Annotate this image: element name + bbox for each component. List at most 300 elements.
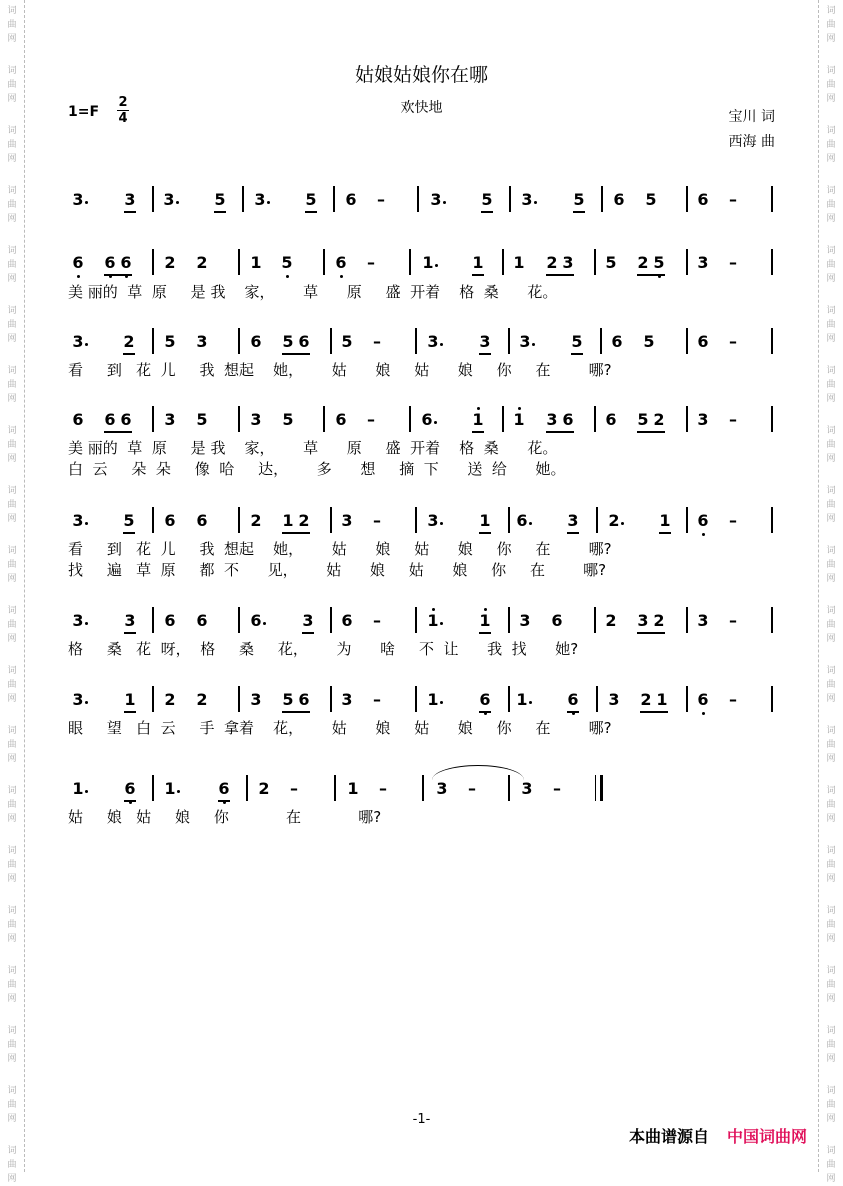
note: 2 xyxy=(123,332,135,351)
barline xyxy=(502,406,504,432)
watermark-text: 词 曲 网 xyxy=(826,366,836,404)
octave-dot-below xyxy=(658,275,661,278)
dash: – xyxy=(367,253,375,272)
watermark-text: 词 曲 网 xyxy=(826,1086,836,1124)
note: 1 xyxy=(659,511,671,530)
barline xyxy=(242,186,244,212)
barline xyxy=(152,249,154,275)
lyricist-credit: 宝川 词 xyxy=(728,109,775,125)
note: 6 xyxy=(697,511,709,530)
note: 3 xyxy=(72,190,84,209)
note: 5 xyxy=(341,332,353,351)
barline xyxy=(238,507,240,533)
note: 6 xyxy=(120,253,132,272)
beam-underline xyxy=(123,353,135,355)
barline xyxy=(509,186,511,212)
dash: – xyxy=(553,779,561,798)
watermark-text: 词 曲 网 xyxy=(7,726,17,764)
barline xyxy=(686,406,688,432)
octave-dot-below xyxy=(702,533,705,536)
note: 5 xyxy=(571,332,583,351)
dash: – xyxy=(373,611,381,630)
time-signature xyxy=(117,95,129,126)
barline xyxy=(686,607,688,633)
beam-underline xyxy=(481,211,493,213)
barline xyxy=(238,607,240,633)
beam-underline xyxy=(472,274,484,276)
note: 3 xyxy=(254,190,266,209)
note: 6 xyxy=(345,190,357,209)
note: 3 xyxy=(519,332,531,351)
barline xyxy=(152,406,154,432)
octave-dot-above xyxy=(518,407,521,410)
note: 2 xyxy=(653,611,665,630)
barline xyxy=(152,186,154,212)
barline xyxy=(333,186,335,212)
barline xyxy=(594,249,596,275)
note: 3 xyxy=(341,690,353,709)
barline xyxy=(508,607,510,633)
note: 5 xyxy=(164,332,176,351)
note: 6 xyxy=(479,690,491,709)
note: 1 xyxy=(427,690,439,709)
note: 1 xyxy=(513,410,525,429)
note: 3 xyxy=(697,410,709,429)
barline xyxy=(415,607,417,633)
lyric-line: 找 遍 草 原 都 不 见， 姑 娘 姑 娘 你 在 哪? xyxy=(68,561,607,579)
note: 6 xyxy=(613,190,625,209)
note: 6 xyxy=(551,611,563,630)
dash: – xyxy=(377,190,385,209)
lyric-line: 姑 娘 姑 娘 你 在 哪? xyxy=(68,808,382,826)
dash: – xyxy=(373,690,381,709)
dash: – xyxy=(373,511,381,530)
note: 1 xyxy=(422,253,434,272)
note: 3 xyxy=(637,611,649,630)
note: 2 xyxy=(298,511,310,530)
note: 3 xyxy=(72,511,84,530)
note: 1 xyxy=(72,779,84,798)
barline xyxy=(409,406,411,432)
note: 5 xyxy=(123,511,135,530)
augmentation-dot xyxy=(85,343,88,346)
note: 3 xyxy=(427,511,439,530)
watermark-text: 词 曲 网 xyxy=(826,1026,836,1064)
watermark-text: 词 曲 网 xyxy=(826,6,836,44)
note: 3 xyxy=(124,190,136,209)
note: 6 xyxy=(697,332,709,351)
note: 3 xyxy=(196,332,208,351)
watermark-text: 词 曲 网 xyxy=(826,906,836,944)
dash: – xyxy=(729,690,737,709)
note: 6 xyxy=(298,690,310,709)
note: 6 xyxy=(104,253,116,272)
watermark-text: 词 曲 网 xyxy=(7,1146,17,1184)
barline xyxy=(771,507,773,533)
beam-underline xyxy=(218,800,230,802)
augmentation-dot xyxy=(85,790,88,793)
note: 6 xyxy=(196,511,208,530)
beam-underline xyxy=(567,532,579,534)
source-brand: 中国词曲网 xyxy=(726,1127,807,1146)
note: 2 xyxy=(637,253,649,272)
watermark-text: 词 曲 网 xyxy=(826,546,836,584)
augmentation-dot xyxy=(532,343,535,346)
note: 6 xyxy=(164,511,176,530)
octave-dot-below xyxy=(286,275,289,278)
watermark-text: 词 曲 网 xyxy=(826,186,836,224)
beam-underline xyxy=(214,211,226,213)
note: 5 xyxy=(605,253,617,272)
barline xyxy=(417,186,419,212)
dash: – xyxy=(373,332,381,351)
octave-dot-below xyxy=(77,275,80,278)
note: 3 xyxy=(567,511,579,530)
watermark-text: 词 曲 网 xyxy=(826,1146,836,1184)
note: 1 xyxy=(164,779,176,798)
watermark-text: 词 曲 网 xyxy=(826,966,836,1004)
note: 1 xyxy=(282,511,294,530)
barline xyxy=(415,507,417,533)
lyric-line: 看 到 花 儿 我 想起 她， 姑 娘 姑 娘 你 在 哪? xyxy=(68,361,612,379)
barline xyxy=(596,507,598,533)
note: 6 xyxy=(72,253,84,272)
octave-dot-above xyxy=(477,407,480,410)
watermark-text: 词 曲 网 xyxy=(826,66,836,104)
beam-underline xyxy=(479,353,491,355)
lyric-line: 格 桑 花 呀， 格 桑 花， 为 啥 不 让 我 找 她? xyxy=(68,640,579,658)
note: 6 xyxy=(341,611,353,630)
note: 1 xyxy=(479,511,491,530)
beam-underline xyxy=(104,431,132,433)
augmentation-dot xyxy=(621,522,624,525)
song-title: 姑娘姑娘你在哪 xyxy=(354,64,488,86)
barline xyxy=(686,328,688,354)
dash: – xyxy=(729,253,737,272)
beam-underline xyxy=(479,632,491,634)
lyric-line: 美 丽的 草 原 是 我 家， 草 原 盛 开着 格 桑 花。 xyxy=(68,283,558,301)
note: 5 xyxy=(282,332,294,351)
barline xyxy=(330,507,332,533)
note: 3 xyxy=(608,690,620,709)
watermark-text: 词 曲 网 xyxy=(826,786,836,824)
dash: – xyxy=(379,779,387,798)
note: 2 xyxy=(546,253,558,272)
note: 1 xyxy=(516,690,528,709)
beam-underline xyxy=(302,632,314,634)
note: 5 xyxy=(481,190,493,209)
watermark-text: 词 曲 网 xyxy=(7,6,17,44)
note: 3 xyxy=(521,779,533,798)
barline xyxy=(601,186,603,212)
note: 5 xyxy=(573,190,585,209)
watermark-text: 词 曲 网 xyxy=(826,606,836,644)
barline xyxy=(686,686,688,712)
augmentation-dot xyxy=(85,522,88,525)
note: 3 xyxy=(427,332,439,351)
note: 6 xyxy=(335,253,347,272)
octave-dot-below xyxy=(702,712,705,715)
beam-underline xyxy=(282,711,310,713)
note: 3 xyxy=(562,253,574,272)
note: 5 xyxy=(196,410,208,429)
barline xyxy=(246,775,248,801)
left-margin-watermark xyxy=(0,0,25,1184)
barline xyxy=(686,507,688,533)
barline xyxy=(502,249,504,275)
final-barline xyxy=(595,775,603,801)
watermark-text: 词 曲 网 xyxy=(826,666,836,704)
barline xyxy=(508,507,510,533)
note: 6 xyxy=(104,410,116,429)
beam-underline xyxy=(659,532,671,534)
barline xyxy=(771,686,773,712)
dash: – xyxy=(729,511,737,530)
augmentation-dot xyxy=(263,622,266,625)
watermark-text: 词 曲 网 xyxy=(7,1086,17,1124)
note: 5 xyxy=(305,190,317,209)
note: 1 xyxy=(472,410,484,429)
watermark-text: 词 曲 网 xyxy=(7,426,17,464)
lyric-line: 白 云 朵 朵 像 哈 达， 多 想 摘 下 送 给 她。 xyxy=(68,460,566,478)
note: 3 xyxy=(519,611,531,630)
beam-underline xyxy=(479,711,491,713)
barline xyxy=(686,249,688,275)
watermark-text: 词 曲 网 xyxy=(7,606,17,644)
barline xyxy=(334,775,336,801)
watermark-text: 词 曲 网 xyxy=(826,726,836,764)
time-signature-bottom: 4 xyxy=(118,111,128,126)
watermark-text: 词 曲 网 xyxy=(7,846,17,884)
octave-dot-above xyxy=(432,608,435,611)
barline xyxy=(422,775,424,801)
beam-underline xyxy=(124,800,136,802)
beam-underline xyxy=(546,274,574,276)
source-prefix: 本曲谱源自 xyxy=(628,1127,709,1146)
note: 2 xyxy=(196,690,208,709)
beam-underline xyxy=(472,431,484,433)
dash: – xyxy=(729,190,737,209)
barline xyxy=(323,406,325,432)
augmentation-dot xyxy=(534,201,537,204)
barline xyxy=(152,507,154,533)
beam-underline xyxy=(637,431,665,433)
barline xyxy=(238,328,240,354)
beam-underline xyxy=(124,711,136,713)
augmentation-dot xyxy=(529,701,532,704)
note: 1 xyxy=(513,253,525,272)
barline xyxy=(594,406,596,432)
octave-dot-below xyxy=(340,275,343,278)
note: 3 xyxy=(546,410,558,429)
dash: – xyxy=(468,779,476,798)
note: 3 xyxy=(521,190,533,209)
augmentation-dot xyxy=(440,701,443,704)
composer-credit: 西海 曲 xyxy=(728,134,775,150)
note: 2 xyxy=(258,779,270,798)
barline xyxy=(415,328,417,354)
note: 2 xyxy=(250,511,262,530)
note: 3 xyxy=(341,511,353,530)
watermark-text: 词 曲 网 xyxy=(7,786,17,824)
note: 6 xyxy=(72,410,84,429)
dash: – xyxy=(290,779,298,798)
note: 5 xyxy=(214,190,226,209)
barline xyxy=(323,249,325,275)
barline xyxy=(771,406,773,432)
watermark-text: 词 曲 网 xyxy=(7,666,17,704)
augmentation-dot xyxy=(440,343,443,346)
watermark-text: 词 曲 网 xyxy=(7,366,17,404)
note: 6 xyxy=(567,690,579,709)
dash: – xyxy=(729,410,737,429)
barline xyxy=(330,686,332,712)
right-margin-watermark xyxy=(818,0,843,1184)
watermark-text: 词 曲 网 xyxy=(7,546,17,584)
barline xyxy=(594,607,596,633)
note: 5 xyxy=(282,410,294,429)
note: 6 xyxy=(164,611,176,630)
barline xyxy=(415,686,417,712)
watermark-text: 词 曲 网 xyxy=(826,846,836,884)
time-signature-top: 2 xyxy=(118,95,128,110)
augmentation-dot xyxy=(85,201,88,204)
barline xyxy=(330,328,332,354)
note: 6 xyxy=(124,779,136,798)
note: 1 xyxy=(124,690,136,709)
octave-dot-above xyxy=(484,608,487,611)
note: 2 xyxy=(640,690,652,709)
watermark-text: 词 曲 网 xyxy=(7,906,17,944)
barline xyxy=(152,686,154,712)
dash: – xyxy=(367,410,375,429)
source-credit xyxy=(629,1124,807,1147)
note: 3 xyxy=(72,690,84,709)
octave-dot-below xyxy=(125,275,128,278)
barline xyxy=(238,686,240,712)
barline xyxy=(771,607,773,633)
note: 3 xyxy=(697,611,709,630)
note: 5 xyxy=(282,690,294,709)
note: 2 xyxy=(164,690,176,709)
dash: – xyxy=(729,332,737,351)
lyric-line: 看 到 花 儿 我 想起 她， 姑 娘 姑 娘 你 在 哪? xyxy=(68,540,612,558)
note: 6 xyxy=(421,410,433,429)
note: 3 xyxy=(697,253,709,272)
note: 6 xyxy=(605,410,617,429)
watermark-text: 词 曲 网 xyxy=(7,186,17,224)
note: 6 xyxy=(120,410,132,429)
lyric-line: 眼 望 白 云 手 拿着 花， 姑 娘 姑 娘 你 在 哪? xyxy=(68,719,612,737)
note: 6 xyxy=(218,779,230,798)
note: 6 xyxy=(562,410,574,429)
note: 1 xyxy=(656,690,668,709)
note: 2 xyxy=(653,410,665,429)
augmentation-dot xyxy=(440,622,443,625)
watermark-text: 词 曲 网 xyxy=(7,486,17,524)
augmentation-dot xyxy=(177,790,180,793)
barline xyxy=(238,406,240,432)
beam-underline xyxy=(124,211,136,213)
note: 3 xyxy=(250,690,262,709)
barline xyxy=(771,186,773,212)
note: 5 xyxy=(645,190,657,209)
watermark-text: 词 曲 网 xyxy=(7,66,17,104)
note: 6 xyxy=(697,690,709,709)
beam-underline xyxy=(123,532,135,534)
beam-underline xyxy=(282,532,310,534)
note: 6 xyxy=(196,611,208,630)
lyric-line: 美 丽的 草 原 是 我 家， 草 原 盛 开着 格 桑 花。 xyxy=(68,439,558,457)
note: 5 xyxy=(643,332,655,351)
augmentation-dot xyxy=(85,622,88,625)
augmentation-dot xyxy=(267,201,270,204)
beam-underline xyxy=(637,632,665,634)
augmentation-dot xyxy=(176,201,179,204)
note: 5 xyxy=(281,253,293,272)
note: 3 xyxy=(164,410,176,429)
note: 3 xyxy=(479,332,491,351)
beam-underline xyxy=(479,532,491,534)
barline xyxy=(771,249,773,275)
augmentation-dot xyxy=(434,421,437,424)
note: 3 xyxy=(250,410,262,429)
barline xyxy=(508,686,510,712)
watermark-text: 词 曲 网 xyxy=(826,306,836,344)
beam-underline xyxy=(567,711,579,713)
barline xyxy=(686,186,688,212)
watermark-text: 词 曲 网 xyxy=(826,126,836,164)
note: 6 xyxy=(611,332,623,351)
note: 1 xyxy=(479,611,491,630)
watermark-text: 词 曲 网 xyxy=(7,966,17,1004)
note: 2 xyxy=(196,253,208,272)
note: 3 xyxy=(72,332,84,351)
beam-underline xyxy=(573,211,585,213)
note: 5 xyxy=(637,410,649,429)
note: 3 xyxy=(436,779,448,798)
beam-underline xyxy=(640,711,668,713)
note: 6 xyxy=(250,611,262,630)
beam-underline xyxy=(305,211,317,213)
dash: – xyxy=(729,611,737,630)
note: 2 xyxy=(605,611,617,630)
augmentation-dot xyxy=(85,701,88,704)
beam-underline xyxy=(282,353,310,355)
note: 3 xyxy=(163,190,175,209)
watermark-text: 词 曲 网 xyxy=(7,306,17,344)
note: 3 xyxy=(124,611,136,630)
tie-arc xyxy=(432,765,524,780)
barline xyxy=(409,249,411,275)
page-number: -1- xyxy=(412,1112,431,1127)
note: 6 xyxy=(250,332,262,351)
note: 6 xyxy=(335,410,347,429)
watermark-text: 词 曲 网 xyxy=(826,426,836,464)
tempo-marking: 欢快地 xyxy=(400,100,443,116)
note: 2 xyxy=(608,511,620,530)
beam-underline xyxy=(546,431,574,433)
barline xyxy=(152,775,154,801)
augmentation-dot xyxy=(435,264,438,267)
note: 1 xyxy=(347,779,359,798)
barline xyxy=(152,607,154,633)
watermark-text: 词 曲 网 xyxy=(826,246,836,284)
barline xyxy=(152,328,154,354)
note: 6 xyxy=(516,511,528,530)
barline xyxy=(238,249,240,275)
watermark-text: 词 曲 网 xyxy=(7,126,17,164)
